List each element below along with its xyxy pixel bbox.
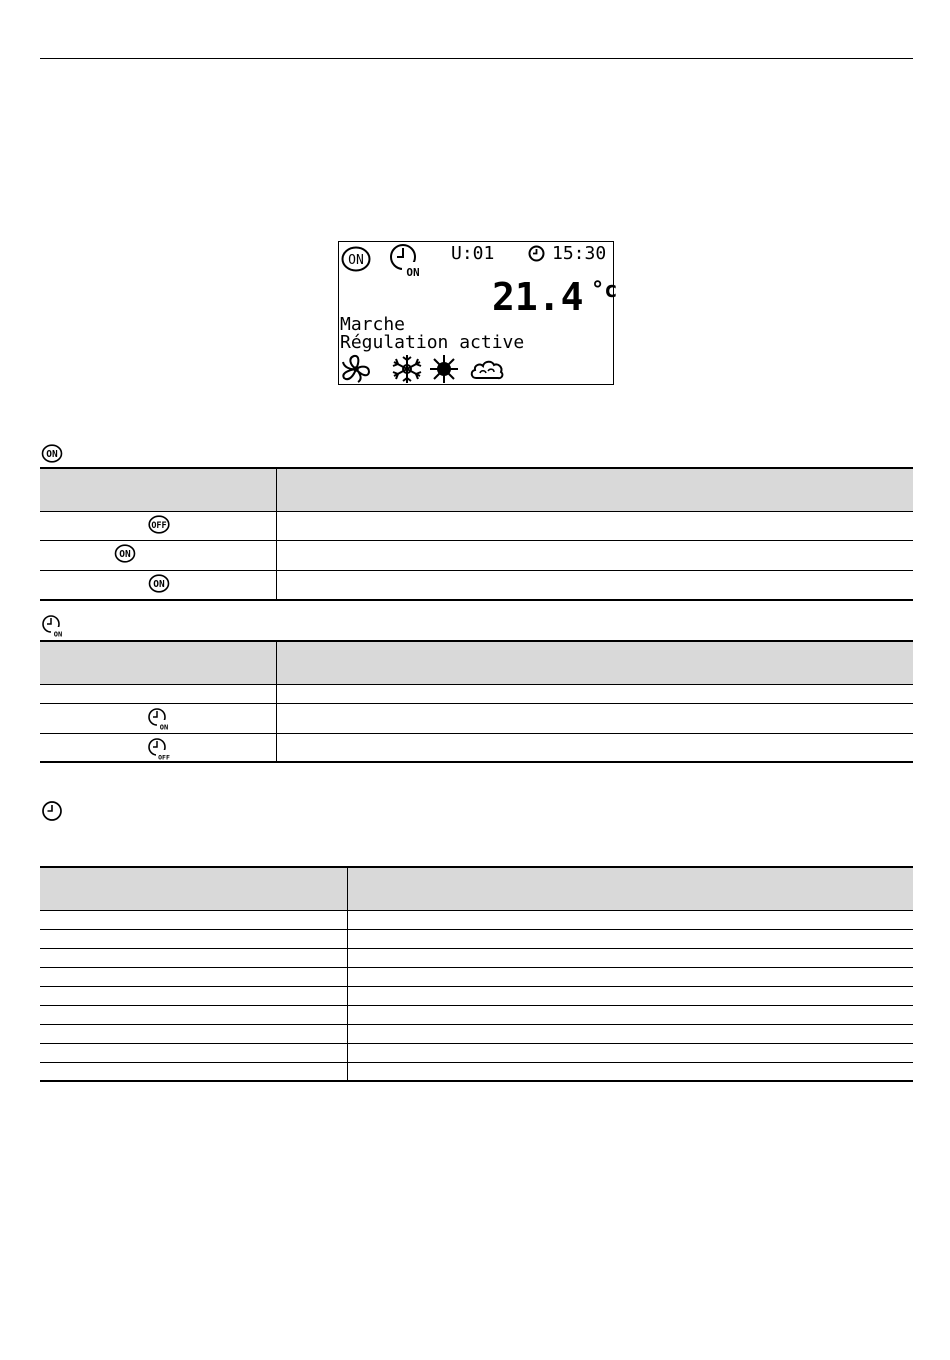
on-badge-icon bbox=[41, 444, 63, 463]
svg-text:ON: ON bbox=[53, 630, 63, 639]
svg-text:OFF: OFF bbox=[158, 753, 170, 761]
table-timer-states bbox=[40, 640, 913, 763]
table-row bbox=[40, 540, 913, 570]
on-badge-icon bbox=[148, 574, 170, 593]
svg-text:ON: ON bbox=[159, 723, 169, 731]
top-rule bbox=[40, 58, 913, 59]
svg-text:OFF: OFF bbox=[151, 520, 167, 531]
timer-off-icon bbox=[147, 737, 171, 761]
table-row bbox=[40, 1043, 913, 1062]
table-row bbox=[40, 967, 913, 986]
cloud-icon bbox=[469, 356, 505, 382]
table-row bbox=[40, 703, 913, 733]
on-badge-icon bbox=[341, 246, 371, 272]
svg-text:ON: ON bbox=[348, 253, 364, 268]
table-row bbox=[40, 1062, 913, 1081]
table-row bbox=[40, 733, 913, 762]
unit-label: U:01 bbox=[451, 243, 495, 264]
clock-icon bbox=[528, 245, 545, 262]
snowflake-icon bbox=[390, 354, 424, 384]
table-row bbox=[40, 684, 913, 703]
time-display: 15:30 bbox=[552, 243, 607, 264]
table-row bbox=[40, 948, 913, 967]
temperature-unit: °c bbox=[591, 278, 618, 303]
table-row bbox=[40, 929, 913, 948]
table-row bbox=[40, 570, 913, 600]
table-row bbox=[40, 511, 913, 540]
lcd-display bbox=[338, 241, 618, 385]
timer-on-icon bbox=[147, 707, 171, 731]
temperature-display: 21.4 bbox=[492, 275, 584, 319]
table-row bbox=[40, 986, 913, 1005]
fan-icon bbox=[340, 354, 372, 384]
table-row bbox=[40, 910, 913, 929]
svg-text:ON: ON bbox=[153, 578, 165, 590]
timer-on-icon bbox=[41, 614, 65, 638]
status-line: Marche bbox=[340, 314, 406, 335]
on-badge-icon bbox=[114, 544, 136, 563]
svg-text:ON: ON bbox=[119, 548, 131, 560]
table-on-states bbox=[40, 467, 913, 601]
sun-icon bbox=[428, 354, 460, 384]
table-row bbox=[40, 1024, 913, 1043]
svg-text:ON: ON bbox=[406, 266, 420, 279]
clock-icon bbox=[41, 800, 63, 822]
timer-on-icon bbox=[388, 243, 426, 279]
table-clock-settings bbox=[40, 866, 913, 1082]
table-row bbox=[40, 1005, 913, 1024]
svg-text:ON: ON bbox=[46, 449, 58, 460]
regulation-line: Régulation active bbox=[340, 332, 525, 353]
off-badge-icon bbox=[148, 515, 170, 534]
